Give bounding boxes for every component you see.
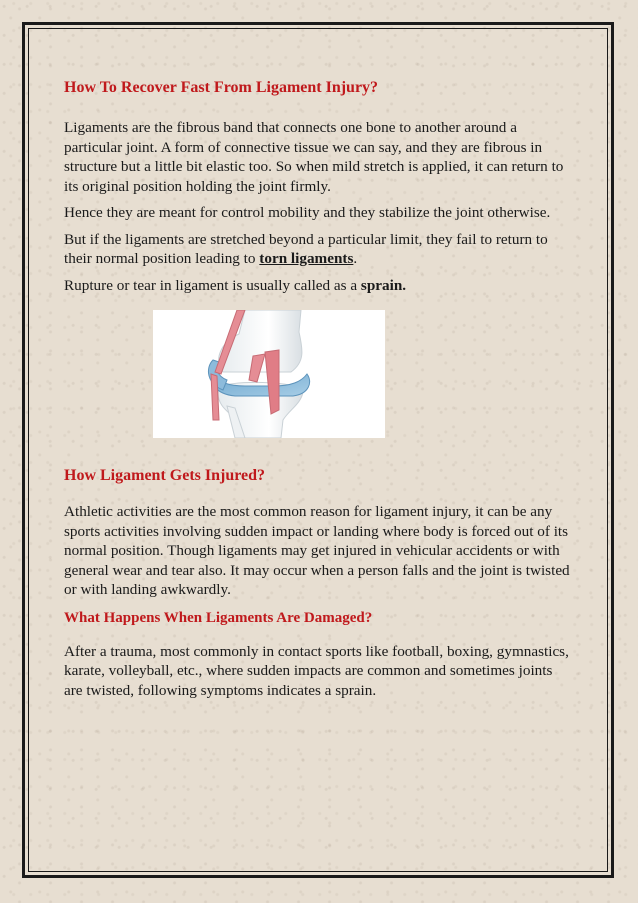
paragraph-sprain	[64, 276, 574, 296]
section-heading-injury-causes: How Ligament Gets Injured?	[64, 467, 266, 484]
paragraph-ligament-function: Hence they are meant for control mobility and they stabilize the joint otherwise.	[64, 204, 551, 221]
knee-joint-image	[153, 310, 385, 438]
knee-joint-illustration	[153, 310, 385, 438]
paragraph-period: .	[353, 250, 358, 267]
paragraph-injury-causes: Athletic activities are the most common reason for ligament injury, it can be any sports activities involving sudden impact or landing where body is forced out of its normal position. Though ligaments may get injured in vehicular accidents or with general wear and tear also. It may occur when a person falls and the joint is twisted or with landing awkwardly.	[64, 503, 570, 598]
paragraph-sprain-symptoms: After a trauma, most commonly in contact sports like football, boxing, gymnastics, karate, volleyball, etc., where sudden impacts are common and sometimes joints are twisted, following symptoms indicates a sprain.	[64, 642, 569, 699]
article-body	[64, 78, 574, 707]
sprain-term: sprain.	[360, 276, 407, 294]
section-heading-damage-effects: What Happens When Ligaments Are Damaged?	[64, 609, 373, 626]
paragraph-text: Rupture or tear in ligament is usually called as a	[64, 276, 361, 294]
paragraph-torn-ligaments	[64, 230, 574, 269]
paragraph-ligament-definition: Ligaments are the fibrous band that connects one bone to another around a particular joint. A form of connective tissue we can say, and they are fibrous in structure but a little bit elastic too. So when mild stretch is applied, it can return to its original position holding the joint firmly.	[64, 119, 564, 195]
torn-ligaments-link[interactable]: torn ligaments	[259, 250, 354, 267]
article-title: How To Recover Fast From Ligament Injury?	[64, 79, 379, 96]
paragraph-text: But if the ligaments are stretched beyond a particular limit, they fail to return to their normal position leading to	[64, 230, 548, 267]
